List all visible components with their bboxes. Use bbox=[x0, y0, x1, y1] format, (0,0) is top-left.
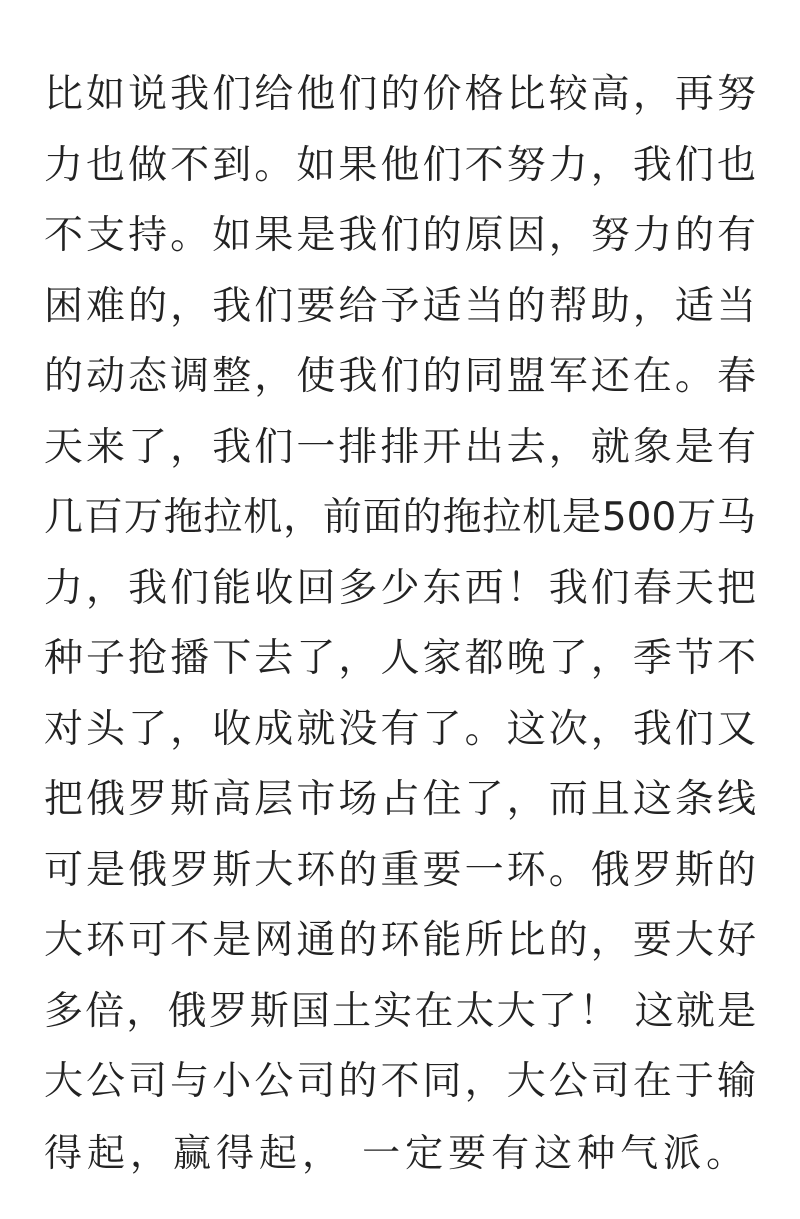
text-line-15: 大公司与小公司的不同，大公司在于输 bbox=[44, 1059, 756, 1104]
text-line-8: 力，我们能收回多少东西！我们春天把 bbox=[44, 565, 756, 611]
text-line-6: 天来了，我们一排排开出去，就象是有 bbox=[44, 424, 756, 470]
text-line-2: 力也做不到。如果他们不努力，我们也 bbox=[44, 142, 756, 188]
text-line-13: 大环可不是网通的环能所比的，要大好 bbox=[44, 918, 756, 963]
text-line-9: 种子抢播下去了，人家都晚了，季节不 bbox=[44, 636, 756, 681]
article-text bbox=[44, 60, 756, 1188]
text-line-12: 可是俄罗斯大环的重要一环。俄罗斯的 bbox=[44, 847, 756, 893]
text-line-10: 对头了，收成就没有了。这次，我们又 bbox=[44, 706, 756, 752]
text-line-16: 得起，赢得起， 一定要有这种气派。 bbox=[44, 1130, 750, 1175]
text-line-3: 不支持。如果是我们的原因，努力的有 bbox=[44, 213, 756, 258]
text-line-7: 几百万拖拉机，前面的拖拉机是500万马 bbox=[44, 495, 756, 540]
text-line-1: 比如说我们给他们的价格比较高，再努 bbox=[44, 72, 756, 117]
text-line-14: 多倍，俄罗斯国土实在太大了！ 这就是 bbox=[44, 988, 756, 1034]
text-line-11: 把俄罗斯高层市场占住了，而且这条线 bbox=[44, 777, 756, 822]
text-line-4: 困难的，我们要给予适当的帮助，适当 bbox=[44, 283, 756, 329]
text-line-5: 的动态调整，使我们的同盟军还在。春 bbox=[44, 354, 756, 399]
